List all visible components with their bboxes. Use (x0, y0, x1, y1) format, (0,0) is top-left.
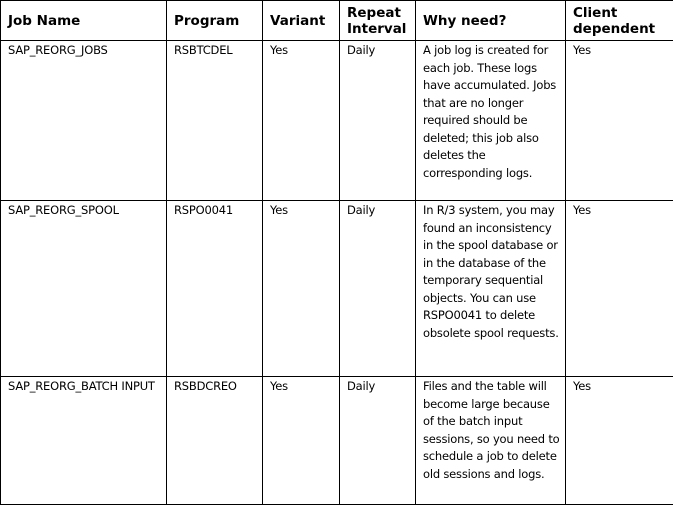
cell-repeat-interval: Daily (340, 377, 416, 505)
cell-client-dependent: Yes (566, 377, 673, 505)
cell-program: RSBDCREO (167, 377, 263, 505)
cell-repeat-interval: Daily (340, 41, 416, 201)
cell-why-need: A job log is created for each job. These logs have accumulated. Jobs that are no longer required should be deleted; this job also deletes the corresponding logs. (416, 41, 566, 201)
cell-job-name: SAP_REORG_JOBS (1, 41, 167, 201)
table-row (1, 201, 673, 377)
cell-client-dependent: Yes (566, 201, 673, 377)
cell-variant: Yes (263, 201, 340, 377)
header-job-name: Job Name (1, 1, 167, 41)
cell-repeat-interval: Daily (340, 201, 416, 377)
header-repeat-interval: Repeat Interval (340, 1, 416, 41)
header-row (1, 1, 673, 41)
cell-program: RSPO0041 (167, 201, 263, 377)
header-variant: Variant (263, 1, 340, 41)
cell-job-name: SAP_REORG_SPOOL (1, 201, 167, 377)
cell-variant: Yes (263, 377, 340, 505)
cell-why-need: In R/3 system, you may found an inconsistency in the spool database or in the database of the temporary sequential objects. You can use RSPO0041 to delete obsolete spool requests. (416, 201, 566, 377)
header-why-need: Why need? (416, 1, 566, 41)
cell-client-dependent: Yes (566, 41, 673, 201)
cell-program: RSBTCDEL (167, 41, 263, 201)
cell-variant: Yes (263, 41, 340, 201)
header-program: Program (167, 1, 263, 41)
table-row (1, 41, 673, 201)
cell-why-need: Files and the table will become large because of the batch input sessions, so you need to schedule a job to delete old sessions and logs. (416, 377, 566, 505)
header-client-dependent: Client dependent (566, 1, 673, 41)
table-row (1, 377, 673, 505)
cell-job-name: SAP_REORG_BATCH INPUT (1, 377, 167, 505)
